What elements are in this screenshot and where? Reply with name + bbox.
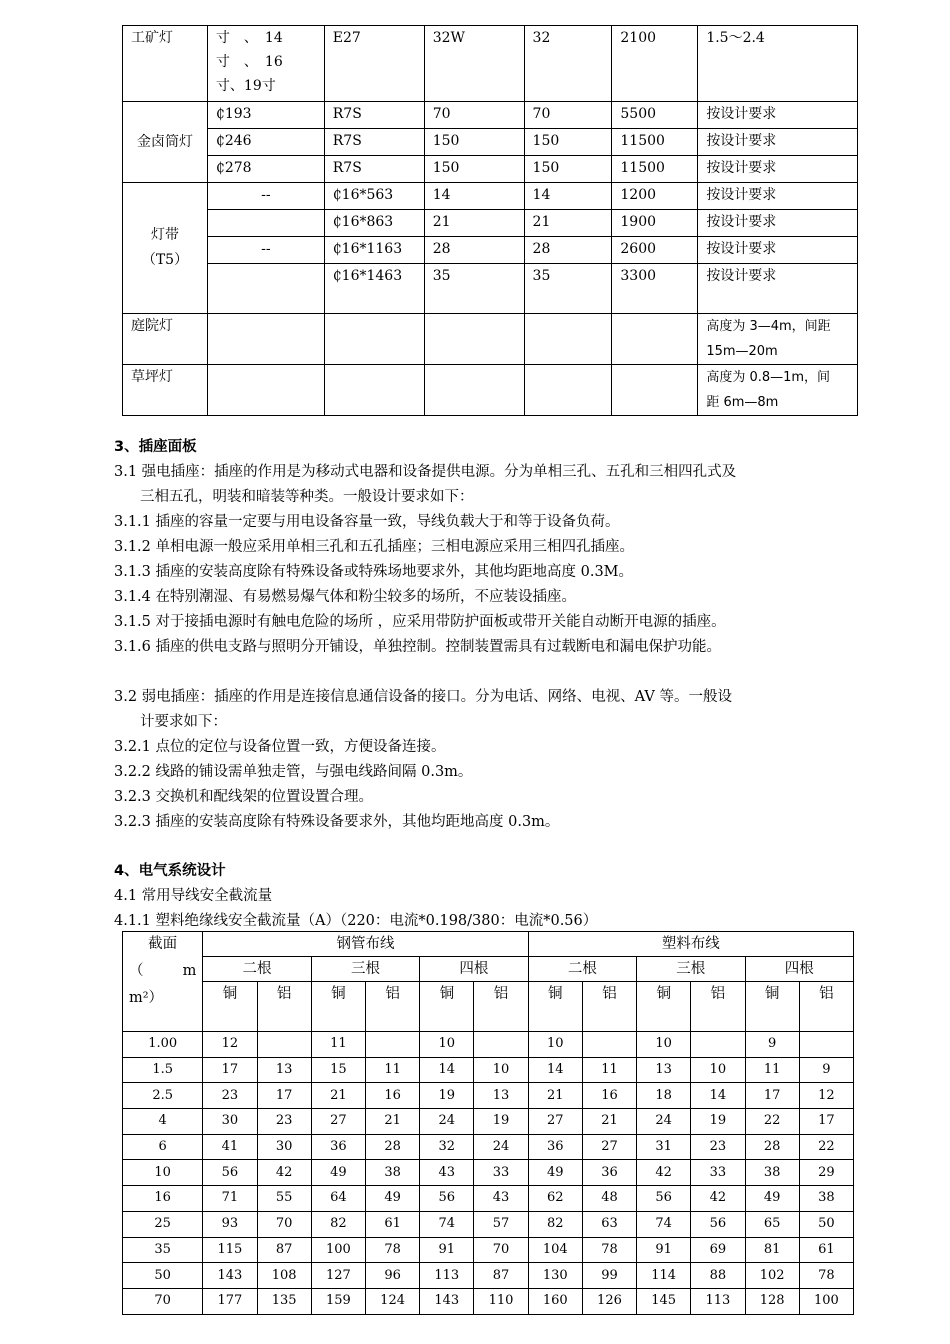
plastic-conduit-header: 塑料布线: [528, 932, 853, 957]
paragraph: 3.1.1 插座的容量一定要与用电设备容量一致，导线负载大于和等于设备负荷。: [114, 514, 620, 530]
paragraph: 3.1.2 单相电源一般应采用单相三孔和五孔插座；三相电源应采用三相四孔插座。: [114, 539, 635, 555]
ampacity-cell: 143: [203, 1263, 257, 1289]
ampacity-cell: 30: [257, 1134, 311, 1160]
spec-line: 15m—20m: [706, 344, 778, 359]
ampacity-cell: 32: [420, 1134, 474, 1160]
ampacity-cell: 65: [745, 1211, 799, 1237]
lamp-power: 14: [424, 183, 524, 210]
ampacity-cell: 71: [203, 1186, 257, 1212]
lamp-power: 70: [424, 102, 524, 129]
ampacity-cell: 27: [311, 1109, 365, 1135]
paragraph: 3.1.3 插座的安装高度除有特殊设备或特殊场地要求外，其他均距地高度 0.3M。: [114, 564, 634, 580]
table-row: [123, 1160, 854, 1186]
ampacity-cell: 33: [691, 1160, 745, 1186]
ampacity-cell: 130: [528, 1263, 582, 1289]
ampacity-cell: 10: [420, 1032, 474, 1058]
ampacity-cell: 19: [691, 1109, 745, 1135]
section-title: 4、电气系统设计: [114, 863, 226, 879]
ampacity-cell: 33: [474, 1160, 528, 1186]
table-row: [123, 264, 858, 314]
ampacity-cell: 23: [257, 1109, 311, 1135]
table-row: [123, 1211, 854, 1237]
lamp-lumen: 5500: [612, 102, 698, 129]
lamp-watt: 150: [524, 156, 612, 183]
ampacity-cell: 13: [637, 1057, 691, 1083]
paragraph: 3.2.1 点位的定位与设备位置一致，方便设备连接。: [114, 739, 446, 755]
ampacity-cell: 11: [311, 1032, 365, 1058]
ampacity-cell: 21: [582, 1109, 636, 1135]
table-row: [123, 210, 858, 237]
ampacity-cell: 113: [691, 1288, 745, 1314]
ampacity-cell: [365, 1032, 419, 1058]
ampacity-cell: 93: [203, 1211, 257, 1237]
table-row: [123, 365, 858, 416]
lamp-power: 21: [424, 210, 524, 237]
lamp-watt: 14: [524, 183, 612, 210]
ampacity-cell: 56: [203, 1160, 257, 1186]
lamp-spec-table: [122, 25, 858, 416]
ampacity-cell: 100: [311, 1237, 365, 1263]
ampacity-cell: 56: [420, 1186, 474, 1212]
ampacity-cell: 16: [365, 1083, 419, 1109]
ampacity-table: [122, 931, 854, 1315]
lamp-name: 庭院灯: [123, 314, 208, 365]
ampacity-cell: 78: [365, 1237, 419, 1263]
table-row: [123, 1057, 854, 1083]
ampacity-cell: 102: [745, 1263, 799, 1289]
table-row: [123, 1109, 854, 1135]
lamp-lumen: 2600: [612, 237, 698, 264]
lamp-lumen: 11500: [612, 129, 698, 156]
ampacity-cell: 100: [799, 1288, 853, 1314]
ampacity-cell: 14: [420, 1057, 474, 1083]
metal-header: 铝: [582, 982, 636, 1032]
ampacity-cell: 145: [637, 1288, 691, 1314]
ampacity-cell: 99: [582, 1263, 636, 1289]
ampacity-cell: 48: [582, 1186, 636, 1212]
lamp-name: 草坪灯: [123, 365, 208, 416]
lamp-lumen: 1900: [612, 210, 698, 237]
ampacity-cell: 88: [691, 1263, 745, 1289]
ampacity-cell: 23: [203, 1083, 257, 1109]
lamp-base: ₵16*563: [324, 183, 424, 210]
metal-header: 铝: [257, 982, 311, 1032]
table-row: [123, 1288, 854, 1314]
metal-header: 铜: [637, 982, 691, 1032]
ampacity-cell: 49: [365, 1186, 419, 1212]
ampacity-cell: 56: [637, 1186, 691, 1212]
cross-section-cell: 1.5: [123, 1057, 203, 1083]
ampacity-cell: 49: [745, 1186, 799, 1212]
empty-cell: [207, 314, 324, 365]
lamp-spec: 按设计要求: [698, 129, 858, 156]
size-line: 寸、19寸: [215, 78, 276, 94]
wire-count-header: 四根: [745, 957, 853, 982]
ampacity-cell: 143: [420, 1288, 474, 1314]
lamp-watt: 150: [524, 129, 612, 156]
ampacity-cell: 13: [474, 1083, 528, 1109]
ampacity-cell: 14: [691, 1083, 745, 1109]
paragraph: 3.1.5 对于接插电源时有触电危险的场所 ，应采用带防护面板或带开关能自动断开电源的插座。: [114, 614, 726, 630]
ampacity-cell: 19: [420, 1083, 474, 1109]
empty-cell: [524, 365, 612, 416]
lamp-base: ₵16*1163: [324, 237, 424, 264]
ampacity-cell: 55: [257, 1186, 311, 1212]
lamp-base: ₵16*863: [324, 210, 424, 237]
paragraph: 3.2.2 线路的铺设需单独走管，与强电线路间隔 0.3m。: [114, 764, 473, 780]
ampacity-cell: 22: [745, 1109, 799, 1135]
ampacity-cell: 96: [365, 1263, 419, 1289]
ampacity-cell: 14: [528, 1057, 582, 1083]
ampacity-cell: 160: [528, 1288, 582, 1314]
lamp-spec: 按设计要求: [698, 264, 858, 314]
lamp-power: 28: [424, 237, 524, 264]
ampacity-cell: 10: [474, 1057, 528, 1083]
ampacity-cell: 23: [691, 1134, 745, 1160]
ampacity-cell: 42: [637, 1160, 691, 1186]
paragraph: 三相五孔，明装和暗装等种类。一般设计要求如下：: [140, 489, 474, 505]
ampacity-cell: [799, 1032, 853, 1058]
lamp-size: [207, 210, 324, 237]
ampacity-cell: 24: [420, 1109, 474, 1135]
ampacity-cell: 41: [203, 1134, 257, 1160]
ampacity-cell: 124: [365, 1288, 419, 1314]
lamp-watt: 21: [524, 210, 612, 237]
paragraph: 3.1.4 在特别潮湿、有易燃易爆气体和粉尘较多的场所，不应装设插座。: [114, 589, 577, 605]
ampacity-cell: 63: [582, 1211, 636, 1237]
ampacity-cell: 13: [257, 1057, 311, 1083]
strip-label-type: （T5）: [141, 252, 189, 268]
ampacity-cell: 17: [257, 1083, 311, 1109]
paragraph: 3.2 弱电插座：插座的作用是连接信息通信设备的接口。分为电话、网络、电视、AV 等。一般设: [114, 689, 732, 705]
ampacity-cell: 82: [311, 1211, 365, 1237]
ampacity-cell: 177: [203, 1288, 257, 1314]
ampacity-cell: 127: [311, 1263, 365, 1289]
ampacity-cell: 49: [311, 1160, 365, 1186]
table-row: [123, 237, 858, 264]
empty-cell: [612, 314, 698, 365]
lamp-spec: 按设计要求: [698, 156, 858, 183]
lamp-group-strip: [123, 183, 208, 314]
ampacity-cell: 16: [582, 1083, 636, 1109]
table-row: [123, 1263, 854, 1289]
spec-line: 高度为 0.8—1m，间: [706, 370, 831, 385]
ampacity-cell: 62: [528, 1186, 582, 1212]
cross-section-header: [123, 932, 203, 1032]
ampacity-cell: 69: [691, 1237, 745, 1263]
ampacity-cell: 10: [691, 1057, 745, 1083]
ampacity-cell: [257, 1032, 311, 1058]
ampacity-cell: 9: [745, 1032, 799, 1058]
lamp-spec: 按设计要求: [698, 102, 858, 129]
ampacity-cell: 12: [203, 1032, 257, 1058]
lamp-size: --: [207, 237, 324, 264]
lamp-base: R7S: [324, 102, 424, 129]
ampacity-cell: 108: [257, 1263, 311, 1289]
ampacity-cell: 91: [637, 1237, 691, 1263]
ampacity-cell: 64: [311, 1186, 365, 1212]
lamp-base: R7S: [324, 156, 424, 183]
lamp-spec: 1.5～2.4: [698, 26, 858, 102]
wire-count-header: 三根: [637, 957, 745, 982]
table-row: [123, 1032, 854, 1058]
ampacity-cell: 15: [311, 1057, 365, 1083]
ampacity-cell: 36: [311, 1134, 365, 1160]
metal-header: 铝: [474, 982, 528, 1032]
ampacity-cell: 11: [365, 1057, 419, 1083]
ampacity-cell: 87: [474, 1263, 528, 1289]
header-row: [123, 957, 854, 982]
wire-count-header: 三根: [311, 957, 419, 982]
ampacity-cell: 21: [365, 1109, 419, 1135]
empty-cell: [424, 314, 524, 365]
header-row: [123, 932, 854, 957]
size-line: 寸 、 14: [215, 30, 283, 46]
metal-header: 铜: [420, 982, 474, 1032]
ampacity-cell: 28: [365, 1134, 419, 1160]
ampacity-cell: 36: [582, 1160, 636, 1186]
lamp-base: ₵16*1463: [324, 264, 424, 314]
cross-section-cell: 35: [123, 1237, 203, 1263]
ampacity-cell: 28: [745, 1134, 799, 1160]
strip-label: 灯带: [150, 227, 179, 243]
table-row: [123, 1134, 854, 1160]
ampacity-cell: 43: [474, 1186, 528, 1212]
ampacity-cell: 74: [637, 1211, 691, 1237]
ampacity-cell: [474, 1032, 528, 1058]
empty-cell: [612, 365, 698, 416]
ampacity-cell: 42: [691, 1186, 745, 1212]
lamp-power: 150: [424, 129, 524, 156]
lamp-watt: 32: [524, 26, 612, 102]
cross-section-cell: 70: [123, 1288, 203, 1314]
ampacity-cell: 82: [528, 1211, 582, 1237]
lamp-size: ₵246: [207, 129, 324, 156]
ampacity-cell: 31: [637, 1134, 691, 1160]
ampacity-cell: 11: [582, 1057, 636, 1083]
metal-header: 铜: [745, 982, 799, 1032]
ampacity-cell: 57: [474, 1211, 528, 1237]
ampacity-cell: 135: [257, 1288, 311, 1314]
ampacity-cell: 21: [311, 1083, 365, 1109]
lamp-spec: 按设计要求: [698, 183, 858, 210]
lamp-lumen: 2100: [612, 26, 698, 102]
table-row: [123, 1186, 854, 1212]
lamp-lumen: 1200: [612, 183, 698, 210]
cross-section-cell: 1.00: [123, 1032, 203, 1058]
lamp-lumen: 11500: [612, 156, 698, 183]
paragraph: 3.1.6 插座的供电支路与照明分开铺设，单独控制。控制装置需具有过载断电和漏电保护功能。: [114, 639, 721, 655]
metal-header: 铝: [365, 982, 419, 1032]
table-row: [123, 102, 858, 129]
ampacity-cell: 49: [528, 1160, 582, 1186]
paragraph: 3.2.3 插座的安装高度除有特殊设备要求外，其他均距地高度 0.3m。: [114, 814, 560, 830]
lamp-base: R7S: [324, 129, 424, 156]
table-row: [123, 156, 858, 183]
lamp-spec: [698, 365, 858, 416]
ampacity-cell: 9: [799, 1057, 853, 1083]
header-label: m²）: [129, 990, 164, 1006]
ampacity-cell: 17: [745, 1083, 799, 1109]
ampacity-cell: 126: [582, 1288, 636, 1314]
empty-cell: [324, 365, 424, 416]
spec-line: 高度为 3—4m，间距: [706, 319, 831, 334]
lamp-size: ₵193: [207, 102, 324, 129]
paragraph: 3.2.3 交换机和配线架的位置设置合理。: [114, 789, 374, 805]
lamp-power: 35: [424, 264, 524, 314]
ampacity-cell: 91: [420, 1237, 474, 1263]
ampacity-cell: 10: [637, 1032, 691, 1058]
lamp-spec: [698, 314, 858, 365]
header-label-part: （: [129, 963, 144, 979]
spec-line: 距 6m—8m: [706, 395, 779, 410]
empty-cell: [524, 314, 612, 365]
ampacity-cell: [691, 1032, 745, 1058]
ampacity-cell: 27: [528, 1109, 582, 1135]
lamp-watt: 70: [524, 102, 612, 129]
metal-header: 铜: [311, 982, 365, 1032]
lamp-spec: 按设计要求: [698, 210, 858, 237]
ampacity-cell: 38: [745, 1160, 799, 1186]
lamp-power: 32W: [424, 26, 524, 102]
ampacity-cell: 17: [799, 1109, 853, 1135]
header-row: [123, 982, 854, 1032]
ampacity-cell: 113: [420, 1263, 474, 1289]
ampacity-cell: 21: [528, 1083, 582, 1109]
lamp-lumen: 3300: [612, 264, 698, 314]
ampacity-cell: 17: [203, 1057, 257, 1083]
lamp-group-halogen: 金卤筒灯: [123, 102, 208, 183]
cross-section-cell: 25: [123, 1211, 203, 1237]
wire-count-header: 二根: [528, 957, 636, 982]
lamp-size: [207, 26, 324, 102]
ampacity-cell: 61: [799, 1237, 853, 1263]
ampacity-cell: 81: [745, 1237, 799, 1263]
header-label: [129, 959, 196, 983]
wire-count-header: 二根: [203, 957, 311, 982]
metal-header: 铜: [528, 982, 582, 1032]
cross-section-cell: 6: [123, 1134, 203, 1160]
empty-cell: [424, 365, 524, 416]
ampacity-cell: 104: [528, 1237, 582, 1263]
table-row: [123, 26, 858, 102]
lamp-watt: 28: [524, 237, 612, 264]
ampacity-cell: 42: [257, 1160, 311, 1186]
lamp-power: 150: [424, 156, 524, 183]
ampacity-cell: 27: [582, 1134, 636, 1160]
ampacity-cell: 114: [637, 1263, 691, 1289]
ampacity-cell: 56: [691, 1211, 745, 1237]
section-electrical-design: [114, 859, 854, 934]
ampacity-cell: 22: [799, 1134, 853, 1160]
cross-section-cell: 4: [123, 1109, 203, 1135]
ampacity-cell: 11: [745, 1057, 799, 1083]
ampacity-cell: 128: [745, 1288, 799, 1314]
ampacity-cell: 38: [365, 1160, 419, 1186]
ampacity-cell: 24: [474, 1134, 528, 1160]
lamp-name: 工矿灯: [123, 26, 208, 102]
lamp-spec: 按设计要求: [698, 237, 858, 264]
size-line: 寸 、 16: [215, 54, 283, 70]
ampacity-cell: 110: [474, 1288, 528, 1314]
header-label: 截面: [148, 936, 178, 952]
cross-section-cell: 2.5: [123, 1083, 203, 1109]
lamp-size: [207, 264, 324, 314]
ampacity-cell: 24: [637, 1109, 691, 1135]
ampacity-cell: 74: [420, 1211, 474, 1237]
ampacity-cell: [582, 1032, 636, 1058]
paragraph: 计要求如下：: [140, 714, 227, 730]
empty-cell: [207, 365, 324, 416]
ampacity-cell: 38: [799, 1186, 853, 1212]
lamp-size: ₵278: [207, 156, 324, 183]
wire-count-header: 四根: [420, 957, 528, 982]
table-row: [123, 1237, 854, 1263]
metal-header: 铝: [691, 982, 745, 1032]
empty-cell: [324, 314, 424, 365]
steel-conduit-header: 钢管布线: [203, 932, 528, 957]
section-socket-panels: [114, 435, 854, 835]
ampacity-cell: 10: [528, 1032, 582, 1058]
ampacity-cell: 43: [420, 1160, 474, 1186]
metal-header: 铜: [203, 982, 257, 1032]
ampacity-cell: 87: [257, 1237, 311, 1263]
ampacity-cell: 30: [203, 1109, 257, 1135]
table-row: [123, 183, 858, 210]
blank-line: [114, 660, 854, 685]
ampacity-cell: 78: [582, 1237, 636, 1263]
ampacity-cell: 70: [257, 1211, 311, 1237]
ampacity-cell: 115: [203, 1237, 257, 1263]
table-row: [123, 1083, 854, 1109]
paragraph: 4.1 常用导线安全截流量: [114, 888, 273, 904]
ampacity-cell: 18: [637, 1083, 691, 1109]
ampacity-cell: 19: [474, 1109, 528, 1135]
lamp-watt: 35: [524, 264, 612, 314]
ampacity-cell: 29: [799, 1160, 853, 1186]
cross-section-cell: 10: [123, 1160, 203, 1186]
cross-section-cell: 50: [123, 1263, 203, 1289]
ampacity-cell: 50: [799, 1211, 853, 1237]
ampacity-cell: 12: [799, 1083, 853, 1109]
ampacity-cell: 36: [528, 1134, 582, 1160]
ampacity-cell: 159: [311, 1288, 365, 1314]
section-title: 3、插座面板: [114, 439, 197, 455]
metal-header: 铝: [799, 982, 853, 1032]
paragraph: 3.1 强电插座：插座的作用是为移动式电器和设备提供电源。分为单相三孔、五孔和三相四孔式及: [114, 464, 737, 480]
ampacity-cell: 61: [365, 1211, 419, 1237]
lamp-base: E27: [324, 26, 424, 102]
paragraph: 4.1.1 塑料绝缘线安全截流量（A）（220：电流*0.198/380：电流*0.56）: [114, 913, 598, 929]
ampacity-cell: 78: [799, 1263, 853, 1289]
header-label-part: m: [182, 963, 197, 979]
table-row: [123, 314, 858, 365]
lamp-size: --: [207, 183, 324, 210]
ampacity-cell: 70: [474, 1237, 528, 1263]
cross-section-cell: 16: [123, 1186, 203, 1212]
table-row: [123, 129, 858, 156]
